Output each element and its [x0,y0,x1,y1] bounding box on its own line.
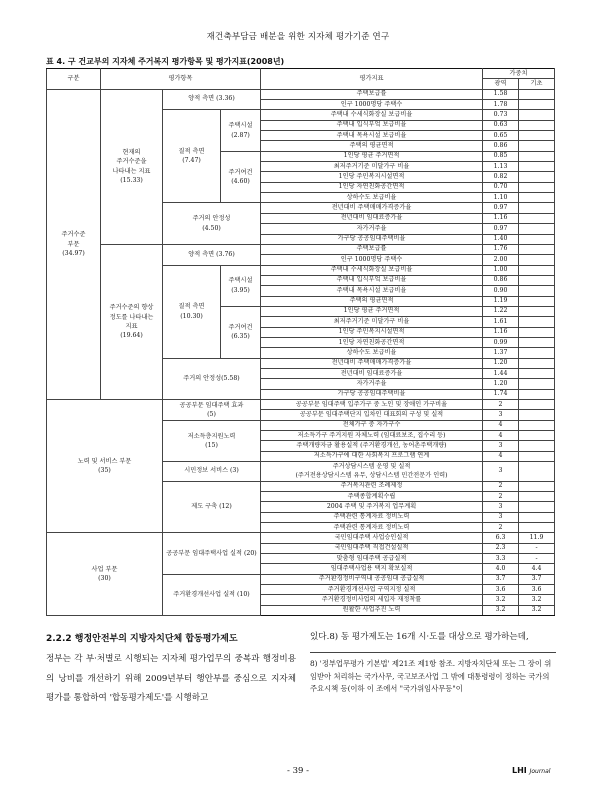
weight-gicho [519,265,555,275]
weight-gwangyeok: 2.3 [483,543,519,553]
indicator-cell: 주택관련 통계자료 정비노력 [261,523,483,533]
weight-gwangyeok: 3.2 [483,605,519,615]
indicator-cell: 저소득가구 주거지원 자체노력 (임대료보조, 집수리 등) [261,431,483,441]
indicator-cell: 인구 1000명당 주택수 [261,100,483,110]
indicator-cell: 전체가구 중 자가구수 [261,420,483,430]
item-residential-improvement: 주거환경개선사업 실적 (10) [163,574,261,615]
weight-gwangyeok: 1.37 [483,348,519,358]
weight-gwangyeok: 6.3 [483,533,519,543]
indicator-cell: 주택종합계획수립 [261,492,483,502]
indicator-cell: 최저주거기준 미달가구 비율 [261,317,483,327]
weight-gicho: 4.4 [519,564,555,574]
weight-gwangyeok: 2 [483,481,519,491]
item-low-income-support: 저소득층지원노력 (15) [163,420,261,461]
weight-gicho: - [519,543,555,553]
indicator-cell: 2004 주택 및 주거복지 업무계획 [261,502,483,512]
indicator-cell: 주거환경개선사업 구역지정 실적 [261,585,483,595]
weight-gwangyeok: 0.86 [483,275,519,285]
sub-current-level: 현재의 주거수준을 나타내는 지표 (15.33) [101,89,163,244]
indicator-cell: 전년대비 임대료증가율 [261,368,483,378]
weight-gicho [519,255,555,265]
indicator-cell: 주택내 목욕시설 보급비율 [261,131,483,141]
weight-gicho [519,431,555,441]
header-gubun: 구분 [47,69,101,90]
weight-gicho: 3.6 [519,585,555,595]
weight-gicho [519,193,555,203]
weight-gwangyeok: 0.63 [483,120,519,130]
weight-gicho [519,286,555,296]
section-title: 2.2.2 행정안전부의 지방자치단체 합동평가제도 [46,634,238,644]
indicator-cell: 국민임대주택 직접건설실적 [261,543,483,553]
indicator-cell: 1인당 평균 주거면적 [261,151,483,161]
weight-gicho [519,100,555,110]
indicator-cell: 인구 1000명당 주택수 [261,255,483,265]
indicator-cell: 주택내 입식부엌 보급비율 [261,120,483,130]
weight-gicho [519,379,555,389]
weight-gwangyeok: 4.0 [483,564,519,574]
header-item: 평가항목 [101,69,261,90]
weight-gwangyeok: 3 [483,441,519,451]
weight-gicho [519,451,555,461]
logo-brand: LHI [512,766,527,775]
weight-gicho [519,400,555,410]
indicator-cell: 1인당 주민복지시설면적 [261,327,483,337]
group-housing-level: 주거수준 부문 (34.97) [47,89,101,399]
weight-gwangyeok: 2 [483,492,519,502]
weight-gicho [519,481,555,491]
weight-gicho [519,512,555,522]
header-weight: 가중치 [483,69,555,79]
header-gwangyeok: 광역 [483,79,519,89]
body-paragraph: 정부는 각 부·처별로 시행되는 지자체 평가업무의 중복과 행정비용의 낭비를 개선하기 위해 2009년부터 행안부를 중심으로 지자체 평가를 통합하여 '합동평가제도'를 시행하고 [46,654,296,703]
indicator-cell: 최저주거기준 미달가구 비율 [261,162,483,172]
weight-gicho: 3.2 [519,595,555,605]
weight-gwangyeok: 1.00 [483,265,519,275]
indicator-cell: 주택개량자금 활용실적 (주거환경개선, 농어촌주택개량) [261,441,483,451]
weight-gwangyeok: 0.65 [483,131,519,141]
weight-gicho: - [519,554,555,564]
indicator-cell: 주거상담시스템 운영 및 실적 (주거전용상담시스템 유무, 상담시스템 민간전문가 인력) [261,462,483,482]
indicator-cell: 전년대비 주택매매가격증가율 [261,358,483,368]
weight-gicho [519,410,555,420]
indicator-cell: 상하수도 보급비율 [261,348,483,358]
weight-gwangyeok: 1.20 [483,379,519,389]
weight-gwangyeok: 1.10 [483,193,519,203]
weight-gicho [519,244,555,254]
indicator-cell: 자가거주율 [261,224,483,234]
indicator-cell: 주거환경정비구역내 공공임대 공급실적 [261,574,483,584]
body-paragraph-continued: 있다.8) 동 평가제도는 16개 시·도를 대상으로 평가하는데, [310,632,529,642]
weight-gicho [519,213,555,223]
item-citizen-info: 시민정보 서비스 (3) [163,462,261,482]
weight-gwangyeok: 3 [483,410,519,420]
weight-gicho [519,502,555,512]
weight-gwangyeok: 1.20 [483,358,519,368]
indicator-cell: 주택내 목욕시설 보급비율 [261,286,483,296]
sub-improvement: 주거수준의 향상 정도를 나타내는 지표 (19.64) [101,244,163,399]
weight-gwangyeok: 1.16 [483,213,519,223]
weight-gicho [519,492,555,502]
weight-gwangyeok: 1.44 [483,368,519,378]
indicator-cell: 가구당 공공임대주택비율 [261,389,483,399]
weight-gwangyeok: 4 [483,420,519,430]
weight-gicho [519,110,555,120]
weight-gwangyeok: 3 [483,462,519,482]
weight-gicho [519,141,555,151]
running-header: 재건축부담금 배분을 위한 지자체 평가기준 연구 [206,32,390,42]
item-quality: 질적 측면 (10.30) [163,265,221,358]
weight-gicho [519,306,555,316]
group-project: 사업 부문 (30) [47,533,163,616]
indicator-cell: 원활한 사업추진 노력 [261,605,483,615]
item-stability: 주거의 안정성 (4.50) [163,203,261,244]
weight-gwangyeok: 1.19 [483,296,519,306]
weight-gicho [519,523,555,533]
item-quantity: 양적 측면 (3.76) [163,244,261,265]
table-title: 표 4. 구 건교부의 지자체 주거복지 평가항목 및 평가지표(2008년) [46,57,285,66]
weight-gwangyeok: 0.99 [483,337,519,347]
weight-gwangyeok: 1.13 [483,162,519,172]
weight-gicho [519,296,555,306]
item-quantity: 양적 측면 (3.36) [163,89,261,110]
weight-gwangyeok: 1.58 [483,89,519,99]
weight-gicho [519,131,555,141]
weight-gicho [519,462,555,482]
item-living-condition: 주거여건 (4.60) [221,151,261,203]
item-public-rental-project: 공공부문 임대주택사업 실적 (20) [163,533,261,574]
weight-gicho [519,120,555,130]
weight-gwangyeok: 3.2 [483,595,519,605]
weight-gwangyeok: 4 [483,431,519,441]
item-stability: 주거의 안정성(5.58) [163,358,261,399]
indicator-cell: 주택관련 통계자료 정비노력 [261,512,483,522]
indicator-cell: 가구당 공공임대주택비율 [261,234,483,244]
weight-gwangyeok: 0.86 [483,141,519,151]
weight-gicho [519,89,555,99]
weight-gwangyeok: 2 [483,400,519,410]
weight-gwangyeok: 1.78 [483,100,519,110]
weight-gwangyeok: 1.76 [483,244,519,254]
weight-gicho [519,327,555,337]
weight-gicho: 3.2 [519,605,555,615]
weight-gwangyeok: 2 [483,523,519,533]
weight-gwangyeok: 3 [483,512,519,522]
logo-suffix: Journal [529,768,551,775]
weight-gwangyeok: 1.22 [483,306,519,316]
weight-gicho [519,337,555,347]
weight-gwangyeok: 3.6 [483,585,519,595]
weight-gicho [519,358,555,368]
indicator-cell: 임대주택사업용 택지 확보실적 [261,564,483,574]
indicator-cell: 주택내 수세식화장실 보급비율 [261,265,483,275]
indicator-cell: 1인당 자연친화공간면적 [261,337,483,347]
indicator-cell: 저소득가구에 대한 사회복지 프로그램 연계 [261,451,483,461]
indicator-cell: 자가거주율 [261,379,483,389]
evaluation-table [46,68,555,616]
item-quality: 질적 측면 (7.47) [163,110,221,203]
indicator-cell: 주거복지관련 조례제정 [261,481,483,491]
indicator-cell: 주거환경정비사업의 세입자 재정착률 [261,595,483,605]
weight-gwangyeok: 0.85 [483,151,519,161]
weight-gwangyeok: 1.16 [483,327,519,337]
indicator-cell: 주택내 수세식화장실 보급비율 [261,110,483,120]
group-effort-service: 노력 및 서비스 부문 (35) [47,400,163,533]
weight-gicho [519,348,555,358]
weight-gicho: 11.9 [519,533,555,543]
journal-logo [512,766,550,775]
weight-gicho: 3.7 [519,574,555,584]
weight-gicho [519,224,555,234]
footnote: 8) '정부업무평가 기본법' 제21조 제1항 참조. 지방자치단체 또는 그 장이 위임받아 처리하는 국가사무, 국고보조사업 그 밖에 대통령령이 정하는 국가의 주요시책 등(이하 이 조에서 "국가위임사무등"이 [310,659,552,693]
indicator-cell: 공공부문 임대주택단지 입차인 대표회의 구성 및 실적 [261,410,483,420]
weight-gwangyeok: 0.97 [483,224,519,234]
item-housing-facility: 주택시설 (2.87) [221,110,261,151]
indicator-cell: 주택의 평균면적 [261,141,483,151]
item-housing-facility: 주택시설 (3.95) [221,265,261,306]
weight-gicho [519,234,555,244]
weight-gwangyeok: 3 [483,502,519,512]
indicator-cell: 주택내 입식부엌 보급비율 [261,275,483,285]
indicator-cell: 상하수도 보급비율 [261,193,483,203]
weight-gicho [519,203,555,213]
footnote-divider [310,652,556,653]
item-public-rental-effect: 공공부문 임대주택 효과 (5) [163,400,261,421]
indicator-cell: 전년대비 임대료증가율 [261,213,483,223]
indicator-cell: 맞춤형 임대주택 공급실적 [261,554,483,564]
indicator-cell: 공공부문 임대주택 입주가구 중 노인 및 장애인 가구비율 [261,400,483,410]
weight-gicho [519,441,555,451]
item-living-condition: 주거여건 (6.35) [221,306,261,358]
weight-gwangyeok: 0.90 [483,286,519,296]
weight-gicho [519,420,555,430]
page-number: - 39 - [287,766,309,776]
indicator-cell: 주택보급률 [261,89,483,99]
weight-gwangyeok: 1.74 [483,389,519,399]
indicator-cell: 1인당 평균 주거면적 [261,306,483,316]
weight-gicho [519,172,555,182]
indicator-cell: 주택보급률 [261,244,483,254]
weight-gicho [519,182,555,192]
indicator-cell: 국민임대주택 사업승인실적 [261,533,483,543]
weight-gwangyeok: 0.82 [483,172,519,182]
indicator-cell: 주택의 평균면적 [261,296,483,306]
weight-gwangyeok: 0.70 [483,182,519,192]
weight-gwangyeok: 1.40 [483,234,519,244]
header-gicho: 기초 [519,79,555,89]
weight-gwangyeok: 0.73 [483,110,519,120]
weight-gwangyeok: 3.7 [483,574,519,584]
item-institution: 제도 구축 (12) [163,481,261,533]
weight-gwangyeok: 0.97 [483,203,519,213]
weight-gicho [519,162,555,172]
weight-gicho [519,368,555,378]
indicator-cell: 전년대비 주택매매가격증가율 [261,203,483,213]
weight-gwangyeok: 4 [483,451,519,461]
weight-gicho [519,275,555,285]
weight-gicho [519,151,555,161]
indicator-cell: 1인당 자연친화공간면적 [261,182,483,192]
indicator-cell: 1인당 주민복지시설면적 [261,172,483,182]
weight-gwangyeok: 3.3 [483,554,519,564]
weight-gwangyeok: 2.00 [483,255,519,265]
weight-gicho [519,317,555,327]
header-indicator: 평가지표 [261,69,483,90]
weight-gicho [519,389,555,399]
weight-gwangyeok: 1.61 [483,317,519,327]
